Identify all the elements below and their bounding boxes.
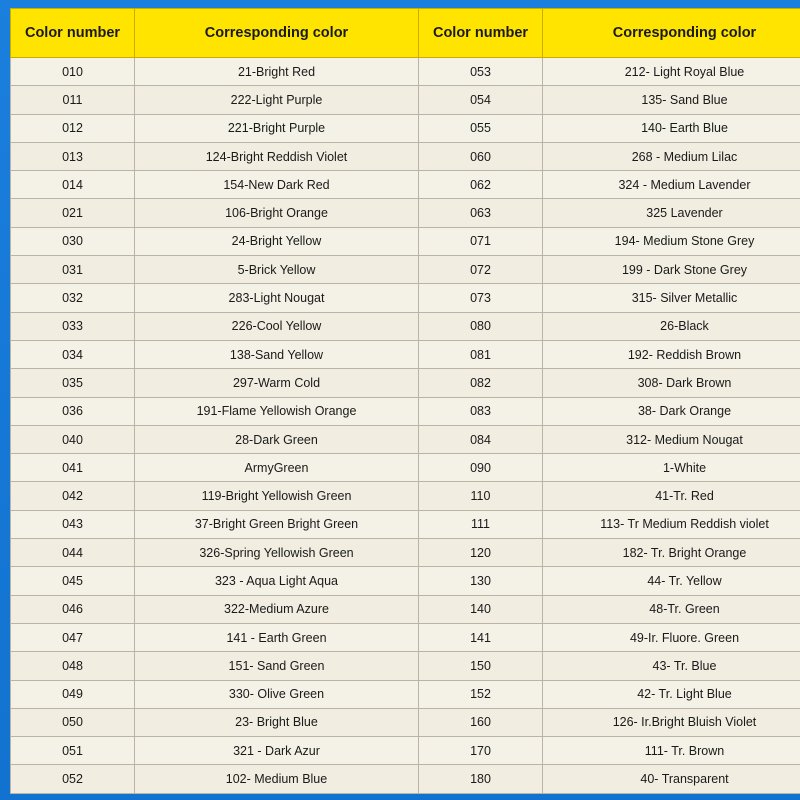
- cell-corresponding-color-left: 297-Warm Cold: [135, 369, 419, 397]
- cell-corresponding-color-right: 325 Lavender: [543, 199, 800, 227]
- cell-corresponding-color-left: 326-Spring Yellowish Green: [135, 539, 419, 567]
- cell-corresponding-color-right: 26-Black: [543, 312, 800, 340]
- cell-color-number-right: 111: [419, 510, 543, 538]
- table-row: [11, 567, 800, 595]
- cell-corresponding-color-right: 126- Ir.Bright Bluish Violet: [543, 708, 800, 736]
- cell-color-number-right: 081: [419, 340, 543, 368]
- cell-corresponding-color-left: 321 - Dark Azur: [135, 737, 419, 765]
- table-row: [11, 595, 800, 623]
- cell-corresponding-color-right: 324 - Medium Lavender: [543, 171, 800, 199]
- cell-corresponding-color-right: 268 - Medium Lilac: [543, 142, 800, 170]
- cell-corresponding-color-right: 194- Medium Stone Grey: [543, 227, 800, 255]
- table-row: [11, 312, 800, 340]
- cell-color-number-left: 052: [11, 765, 135, 793]
- cell-color-number-left: 033: [11, 312, 135, 340]
- cell-color-number-right: 120: [419, 539, 543, 567]
- cell-color-number-right: 054: [419, 86, 543, 114]
- cell-color-number-left: 012: [11, 114, 135, 142]
- table-row: [11, 652, 800, 680]
- table-row: [11, 680, 800, 708]
- column-header-corresponding-color-left: Corresponding color: [135, 9, 419, 58]
- cell-color-number-right: 141: [419, 623, 543, 651]
- cell-color-number-left: 032: [11, 284, 135, 312]
- table-row: [11, 227, 800, 255]
- table-row: [11, 765, 800, 793]
- cell-corresponding-color-right: 312- Medium Nougat: [543, 425, 800, 453]
- cell-corresponding-color-left: 21-Bright Red: [135, 58, 419, 86]
- cell-corresponding-color-left: 154-New Dark Red: [135, 171, 419, 199]
- cell-color-number-right: 150: [419, 652, 543, 680]
- cell-color-number-right: 090: [419, 454, 543, 482]
- table-body: [11, 58, 800, 794]
- cell-corresponding-color-right: 192- Reddish Brown: [543, 340, 800, 368]
- cell-color-number-right: 084: [419, 425, 543, 453]
- cell-corresponding-color-left: 28-Dark Green: [135, 425, 419, 453]
- cell-color-number-right: 170: [419, 737, 543, 765]
- cell-corresponding-color-right: 212- Light Royal Blue: [543, 58, 800, 86]
- cell-color-number-right: 072: [419, 256, 543, 284]
- cell-corresponding-color-left: 24-Bright Yellow: [135, 227, 419, 255]
- table-row: [11, 199, 800, 227]
- cell-corresponding-color-right: 44- Tr. Yellow: [543, 567, 800, 595]
- cell-color-number-left: 030: [11, 227, 135, 255]
- cell-corresponding-color-right: 38- Dark Orange: [543, 397, 800, 425]
- cell-color-number-left: 042: [11, 482, 135, 510]
- cell-corresponding-color-left: 222-Light Purple: [135, 86, 419, 114]
- table-row: [11, 58, 800, 86]
- table-row: [11, 369, 800, 397]
- cell-color-number-left: 048: [11, 652, 135, 680]
- cell-color-number-left: 050: [11, 708, 135, 736]
- column-header-corresponding-color-right: Corresponding color: [543, 9, 800, 58]
- table-row: [11, 539, 800, 567]
- cell-color-number-left: 043: [11, 510, 135, 538]
- cell-corresponding-color-left: 102- Medium Blue: [135, 765, 419, 793]
- cell-corresponding-color-left: 23- Bright Blue: [135, 708, 419, 736]
- table-row: [11, 510, 800, 538]
- cell-corresponding-color-right: 41-Tr. Red: [543, 482, 800, 510]
- column-header-color-number-left: Color number: [11, 9, 135, 58]
- cell-color-number-right: 130: [419, 567, 543, 595]
- cell-color-number-left: 014: [11, 171, 135, 199]
- cell-corresponding-color-left: 330- Olive Green: [135, 680, 419, 708]
- cell-color-number-right: 060: [419, 142, 543, 170]
- cell-color-number-left: 049: [11, 680, 135, 708]
- cell-color-number-right: 180: [419, 765, 543, 793]
- cell-corresponding-color-left: 151- Sand Green: [135, 652, 419, 680]
- cell-color-number-right: 071: [419, 227, 543, 255]
- cell-corresponding-color-left: 37-Bright Green Bright Green: [135, 510, 419, 538]
- table-row: [11, 284, 800, 312]
- cell-color-number-left: 011: [11, 86, 135, 114]
- cell-color-number-left: 021: [11, 199, 135, 227]
- cell-color-number-left: 044: [11, 539, 135, 567]
- cell-corresponding-color-right: 315- Silver Metallic: [543, 284, 800, 312]
- cell-color-number-left: 034: [11, 340, 135, 368]
- cell-color-number-left: 051: [11, 737, 135, 765]
- cell-corresponding-color-left: 124-Bright Reddish Violet: [135, 142, 419, 170]
- cell-corresponding-color-right: 49-Ir. Fluore. Green: [543, 623, 800, 651]
- cell-color-number-right: 160: [419, 708, 543, 736]
- cell-corresponding-color-right: 182- Tr. Bright Orange: [543, 539, 800, 567]
- cell-corresponding-color-right: 43- Tr. Blue: [543, 652, 800, 680]
- cell-corresponding-color-right: 140- Earth Blue: [543, 114, 800, 142]
- cell-color-number-left: 031: [11, 256, 135, 284]
- cell-color-number-left: 013: [11, 142, 135, 170]
- table-row: [11, 737, 800, 765]
- column-header-color-number-right: Color number: [419, 9, 543, 58]
- table-row: [11, 142, 800, 170]
- cell-color-number-left: 010: [11, 58, 135, 86]
- cell-corresponding-color-left: 106-Bright Orange: [135, 199, 419, 227]
- cell-color-number-left: 040: [11, 425, 135, 453]
- cell-corresponding-color-left: 221-Bright Purple: [135, 114, 419, 142]
- cell-corresponding-color-left: 5-Brick Yellow: [135, 256, 419, 284]
- table-row: [11, 454, 800, 482]
- cell-color-number-right: 073: [419, 284, 543, 312]
- table-row: [11, 256, 800, 284]
- cell-corresponding-color-left: 138-Sand Yellow: [135, 340, 419, 368]
- cell-color-number-right: 140: [419, 595, 543, 623]
- table-row: [11, 425, 800, 453]
- table-row: [11, 708, 800, 736]
- cell-color-number-right: 083: [419, 397, 543, 425]
- cell-color-number-right: 152: [419, 680, 543, 708]
- cell-color-number-left: 035: [11, 369, 135, 397]
- table-row: [11, 623, 800, 651]
- cell-corresponding-color-right: 308- Dark Brown: [543, 369, 800, 397]
- cell-corresponding-color-right: 1-White: [543, 454, 800, 482]
- cell-corresponding-color-right: 111- Tr. Brown: [543, 737, 800, 765]
- cell-corresponding-color-left: 119-Bright Yellowish Green: [135, 482, 419, 510]
- table-row: [11, 482, 800, 510]
- cell-corresponding-color-left: ArmyGreen: [135, 454, 419, 482]
- table-row: [11, 340, 800, 368]
- cell-color-number-left: 047: [11, 623, 135, 651]
- cell-corresponding-color-left: 141 - Earth Green: [135, 623, 419, 651]
- cell-color-number-right: 053: [419, 58, 543, 86]
- cell-corresponding-color-left: 322-Medium Azure: [135, 595, 419, 623]
- cell-corresponding-color-right: 48-Tr. Green: [543, 595, 800, 623]
- cell-color-number-right: 080: [419, 312, 543, 340]
- cell-color-number-right: 055: [419, 114, 543, 142]
- cell-color-number-left: 045: [11, 567, 135, 595]
- table-row: [11, 171, 800, 199]
- cell-color-number-right: 082: [419, 369, 543, 397]
- cell-corresponding-color-left: 191-Flame Yellowish Orange: [135, 397, 419, 425]
- cell-corresponding-color-left: 323 - Aqua Light Aqua: [135, 567, 419, 595]
- cell-corresponding-color-right: 113- Tr Medium Reddish violet: [543, 510, 800, 538]
- table-header-row: [11, 9, 800, 58]
- cell-corresponding-color-right: 135- Sand Blue: [543, 86, 800, 114]
- cell-color-number-left: 036: [11, 397, 135, 425]
- cell-corresponding-color-right: 42- Tr. Light Blue: [543, 680, 800, 708]
- cell-color-number-left: 041: [11, 454, 135, 482]
- cell-corresponding-color-right: 199 - Dark Stone Grey: [543, 256, 800, 284]
- table-header: [11, 9, 800, 58]
- table-row: [11, 86, 800, 114]
- cell-corresponding-color-right: 40- Transparent: [543, 765, 800, 793]
- table-row: [11, 114, 800, 142]
- cell-color-number-right: 062: [419, 171, 543, 199]
- cell-color-number-right: 110: [419, 482, 543, 510]
- cell-color-number-left: 046: [11, 595, 135, 623]
- cell-corresponding-color-left: 283-Light Nougat: [135, 284, 419, 312]
- cell-color-number-right: 063: [419, 199, 543, 227]
- table-row: [11, 397, 800, 425]
- color-reference-table: [10, 8, 800, 794]
- cell-corresponding-color-left: 226-Cool Yellow: [135, 312, 419, 340]
